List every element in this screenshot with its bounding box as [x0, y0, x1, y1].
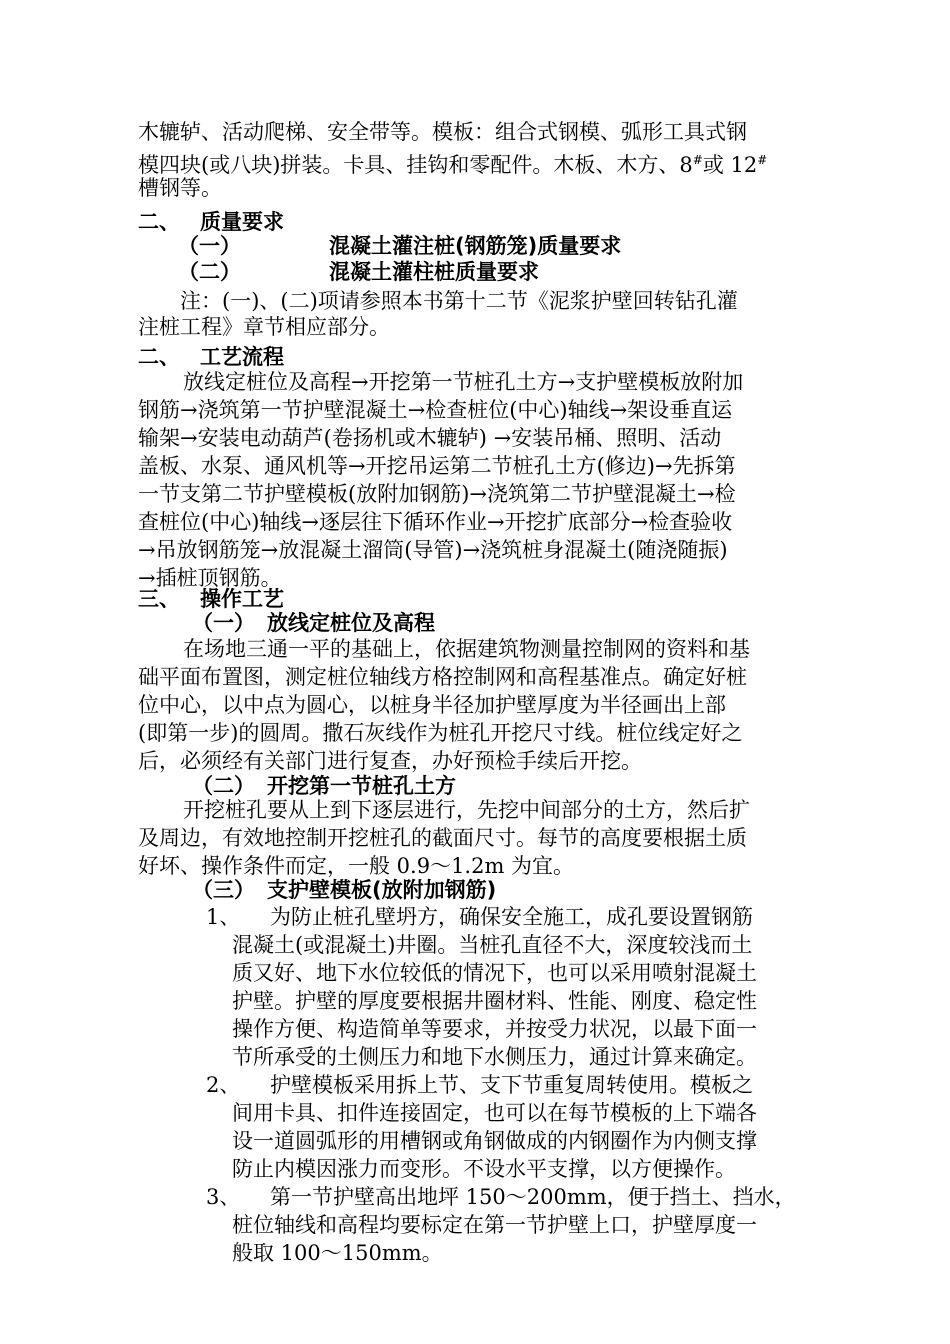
intro-line-2 [138, 146, 768, 177]
section-title: 质量要求 [200, 210, 284, 234]
section-number: 二、 [138, 210, 180, 234]
process-line-3: 输架→安装电动葫芦(卷扬机或木辘轳) →安装吊桶、照明、活动 [138, 426, 722, 450]
item-title: 混凝土灌柱桩质量要求 [329, 260, 539, 284]
subsection-title: 开挖第一节桩孔土方 [267, 774, 456, 798]
a-line-3: 位中心，以中点为圆心，以桩身半径加护壁厚度为半径画出上部 [138, 693, 726, 717]
list-item-3-line-1: 第一节护壁高出地坪 150～200mm，便于挡土、挡水， [270, 1185, 796, 1209]
intro-line-2-sup2: # [757, 153, 768, 167]
list-item-3-number: 3、 [206, 1185, 241, 1209]
b-line-2: 及周边，有效地控制开挖桩孔的截面尺寸。每节的高度要根据土质 [138, 826, 747, 850]
b-line-1: 开挖桩孔要从上到下逐层进行，先挖中间部分的土方，然后扩 [183, 798, 750, 822]
list-item-2-number: 2、 [206, 1073, 241, 1097]
quality-item-1 [178, 232, 621, 260]
list-item-1-line-4: 护壁。护壁的厚度要根据井圈材料、性能、刚度、稳定性 [232, 989, 757, 1013]
b-line-3: 好坏、操作条件而定，一般 0.9～1.2m 为宜。 [138, 854, 575, 878]
subsection-number: （二） [192, 774, 255, 798]
list-item-1-line-6: 节所承受的土侧压力和地下水侧压力，通过计算来确定。 [232, 1045, 757, 1069]
subsection-number: （一） [192, 611, 255, 635]
item-number: （二） [178, 260, 241, 284]
item-title: 混凝土灌注桩(钢筋笼)质量要求 [329, 234, 622, 258]
intro-line-1: 木辘轳、活动爬梯、安全带等。模板：组合式钢模、弧形工具式钢 [138, 120, 747, 144]
process-line-5: 一节支第二节护壁模板(放附加钢筋)→浇筑第二节护壁混凝土→检 [138, 482, 736, 506]
list-item-2-line-1: 护壁模板采用拆上节、支下节重复周转使用。模板之 [270, 1073, 753, 1097]
list-item-2-line-3: 设一道圆弧形的用槽钢或角钢做成的内钢圈作为内侧支撑 [232, 1129, 757, 1153]
subsection-title: 支护壁模板(放附加钢筋) [267, 878, 497, 902]
list-item-2-line-4: 防止内模因涨力而变形。不设水平支撑，以方便操作。 [232, 1157, 736, 1181]
list-item-2-line-2: 间用卡具、扣件连接固定，也可以在每节模板的上下端各 [232, 1101, 757, 1125]
note-line-1: 注：(一)、(二)项请参照本书第十二节《泥浆护壁回转钻孔灌 [180, 289, 738, 313]
list-item-1-line-5: 操作方便、构造简单等要求，并按受力状况，以最下面一 [232, 1017, 757, 1041]
list-item-1-line-2: 混凝土(或混凝土)井圈。当桩孔直径不大，深度较浅而土 [232, 933, 753, 957]
list-item-1-line-3: 质又好、地下水位较低的情况下，也可以采用喷射混凝土 [232, 961, 757, 985]
list-item-3-line-3: 般取 100～150mm。 [232, 1241, 443, 1265]
subsection-heading-c [192, 876, 496, 904]
process-line-4: 盖板、水泵、通风机等→开挖吊运第二节桩孔土方(修边)→先拆第 [138, 454, 736, 478]
intro-line-2-sup1: # [692, 153, 703, 167]
subsection-heading-a [192, 609, 435, 637]
process-line-1: 放线定桩位及高程→开挖第一节桩孔土方→支护壁模板放附加 [183, 370, 744, 394]
a-line-4: (即第一步)的圆周。撒石灰线作为桩孔开挖尺寸线。桩位线定好之 [138, 721, 743, 745]
list-item-1-number: 1、 [206, 905, 241, 929]
intro-line-2-text: 模四块(或八块)拼装。卡具、挂钩和零配件。木板、木方、8 [138, 153, 693, 177]
list-item-1-line-1: 为防止桩孔壁坍方，确保安全施工，成孔要设置钢筋 [270, 905, 753, 929]
section-title: 工艺流程 [200, 345, 284, 369]
quality-item-2 [178, 258, 539, 286]
section-heading-process [138, 343, 284, 371]
a-line-1: 在场地三通一平的基础上，依据建筑物测量控制网的资料和基 [183, 637, 750, 661]
section-number: 三、 [138, 587, 180, 611]
section-number: 二、 [138, 345, 180, 369]
process-line-8: →插桩顶钢筋。 [138, 566, 282, 590]
intro-line-2-mid: 或 12 [702, 153, 758, 177]
process-line-2: 钢筋→浇筑第一节护壁混凝土→检查桩位(中心)轴线→架设垂直运 [138, 398, 733, 422]
intro-line-3: 槽钢等。 [138, 176, 222, 200]
section-title: 操作工艺 [200, 587, 284, 611]
a-line-2: 础平面布置图，测定桩位轴线方格控制网和高程基准点。确定好桩 [138, 665, 747, 689]
item-number: （一） [178, 234, 241, 258]
list-item-3-line-2: 桩位轴线和高程均要标定在第一节护壁上口，护壁厚度一 [232, 1213, 757, 1237]
note-line-2: 注桩工程》章节相应部分。 [138, 315, 390, 339]
subsection-number: （三） [192, 878, 255, 902]
process-line-7: →吊放钢筋笼→放混凝土溜筒(导管)→浇筑桩身混凝土(随浇随振) [138, 538, 728, 562]
process-line-6: 查桩位(中心)轴线→逐层往下循环作业→开挖扩底部分→检查验收 [138, 510, 733, 534]
a-line-5: 后，必须经有关部门进行复查，办好预检手续后开挖。 [138, 749, 642, 773]
subsection-title: 放线定桩位及高程 [267, 611, 435, 635]
